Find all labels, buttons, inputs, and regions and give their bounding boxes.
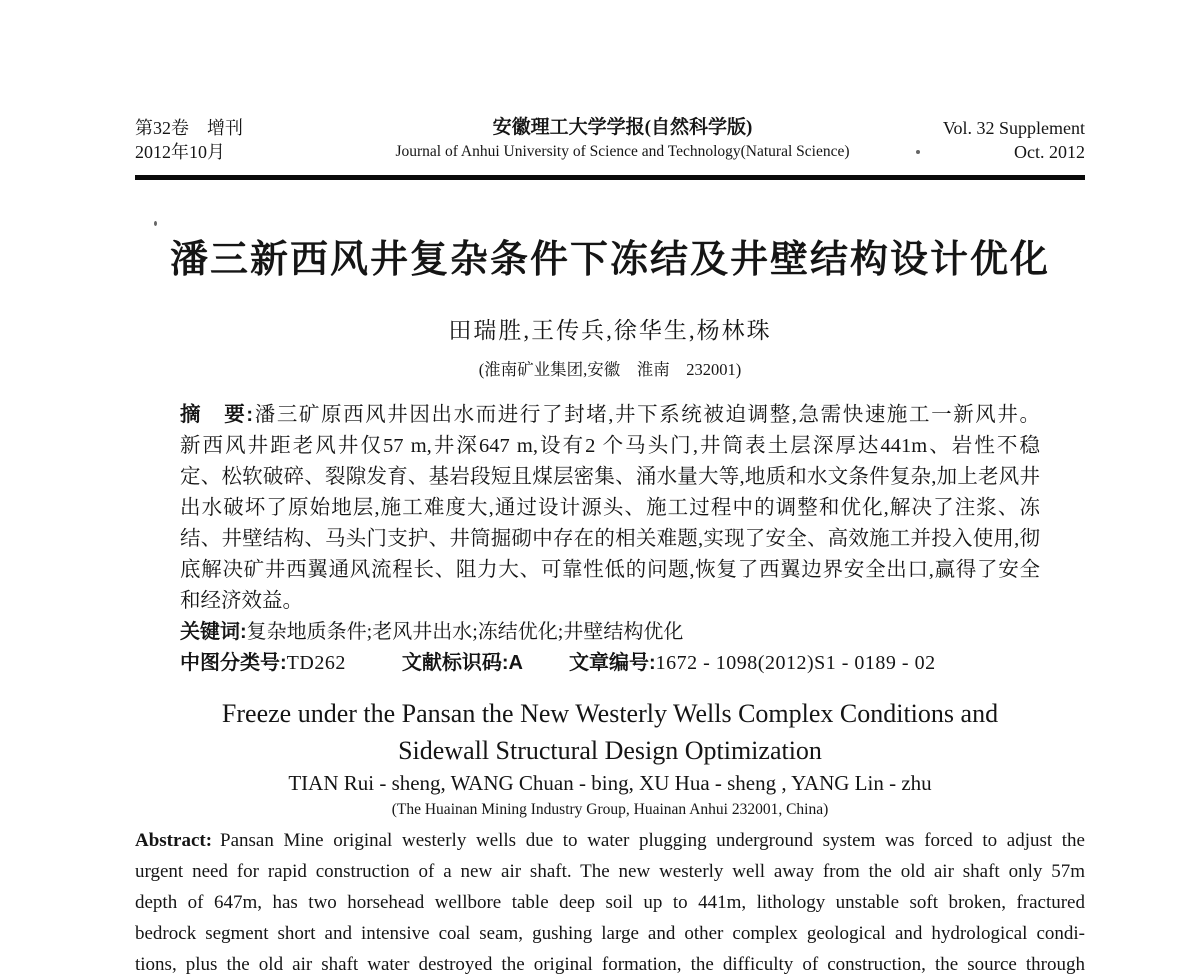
keywords-text: 复杂地质条件;老风井出水;冻结优化;井壁结构优化 bbox=[246, 621, 684, 643]
journal-title-cn: 安徽理工大学学报(自然科学版) bbox=[492, 117, 753, 138]
abstract-cn-line: 底解决矿井西翼通风流程长、阻力大、可靠性低的问题,恢复了西翼边界安全出口,赢得了安全 bbox=[180, 559, 1040, 581]
article-title-en-line2: Sidewall Structural Design Optimization bbox=[398, 736, 822, 765]
date-cn: 2012年10月 bbox=[135, 142, 225, 162]
abstract-cn-line: 定、松软破碎、裂隙发育、基岩段短且煤层密集、涌水量大等,地质和水文条件复杂,加上老风井 bbox=[180, 466, 1040, 488]
affiliation-en: (The Huainan Mining Industry Group, Huainan Anhui 232001, China) bbox=[391, 801, 829, 818]
authors-cn: 田瑞胜,王传兵,徐华生,杨林珠 bbox=[448, 318, 772, 343]
abstract-en-line: tions, plus the old air shaft water destroyed the original formation, the difficulty of construction, the source through bbox=[135, 954, 1085, 975]
journal-header-left bbox=[135, 116, 375, 164]
clc-group bbox=[180, 652, 346, 674]
article-title-cn: 潘三新西风井复杂条件下冻结及井壁结构设计优化 bbox=[169, 239, 1050, 281]
abstract-en-line: bedrock segment short and intensive coal seam, gushing large and other complex geological and hydrological condi- bbox=[135, 923, 1085, 944]
abstract-cn-line: 结、井壁结构、马头门支护、井筒掘砌中存在的相关难题,实现了安全、高效施工并投入使用,彻 bbox=[180, 528, 1040, 550]
journal-header-center bbox=[375, 116, 870, 163]
abstract-label-cn: 摘 要: bbox=[180, 403, 254, 426]
article-title-en-line1: Freeze under the Pansan the New Westerly Wells Complex Conditions and bbox=[221, 699, 999, 728]
abstract-en-line: depth of 647m, has two horsehead wellbore table deep soil up to 441m, lithology unstable soft broken, fractured bbox=[135, 892, 1085, 913]
authors-en: TIAN Rui - sheng, WANG Chuan - bing, XU Hua - sheng , YANG Lin - zhu bbox=[288, 771, 932, 795]
clc-value: TD262 bbox=[286, 652, 346, 674]
scan-speck bbox=[154, 221, 157, 226]
abstract-cn-line: 和经济效益。 bbox=[180, 590, 303, 612]
doc-code-group bbox=[402, 652, 523, 674]
abstract-en bbox=[135, 825, 1085, 980]
abstract-en-line: urgent need for rapid construction of a new air shaft. The new westerly well away from the old air shaft only 57m bbox=[135, 861, 1085, 882]
page bbox=[135, 0, 1085, 980]
classification-row bbox=[180, 648, 1040, 679]
abstract-en-line bbox=[135, 825, 1085, 856]
clc-label: 中图分类号: bbox=[180, 652, 287, 674]
header-rule bbox=[135, 175, 1085, 180]
doc-code-label: 文献标识码: bbox=[401, 652, 509, 674]
abstract-cn-line bbox=[180, 399, 1040, 431]
abstract-cn-line: 新西风井距老风井仅57 m,井深647 m,设有2 个马头门,井筒表土层深厚达441m、岩性不稳 bbox=[180, 435, 1040, 457]
journal-title-en: Journal of Anhui University of Science and Technology(Natural Science) bbox=[395, 143, 850, 160]
article-title-en bbox=[135, 695, 1085, 769]
keywords-label: 关键词: bbox=[180, 621, 247, 643]
scan-speck bbox=[916, 150, 920, 154]
journal-header-right bbox=[870, 116, 1085, 164]
keywords-row bbox=[180, 617, 1040, 648]
abstract-en-text: Pansan Mine original westerly wells due to water plugging underground system was forced to adjust the bbox=[220, 830, 1085, 851]
article-no-value: 1672 - 1098(2012)S1 - 0189 - 02 bbox=[655, 652, 936, 674]
abstract-cn-line: 出水破坏了原始地层,施工难度大,通过设计源头、施工过程中的调整和优化,解决了注浆、冻 bbox=[180, 497, 1040, 519]
date-en: Oct. 2012 bbox=[1014, 142, 1085, 162]
abstract-cn-text: 潘三矿原西风井因出水而进行了封堵,井下系统被迫调整,急需快速施工一新风井。 bbox=[253, 404, 1041, 426]
abstract-label-en: Abstract: bbox=[135, 830, 213, 851]
affiliation-cn: (淮南矿业集团,安徽 淮南 232001) bbox=[478, 360, 742, 379]
journal-header bbox=[135, 116, 1085, 164]
article-no-group bbox=[569, 652, 936, 674]
doc-code-value: A bbox=[508, 652, 523, 674]
abstract-cn bbox=[180, 399, 1040, 617]
article-no-label: 文章编号: bbox=[568, 652, 656, 674]
volume-issue-cn: 第32卷 增刊 bbox=[135, 118, 243, 138]
volume-issue-en: Vol. 32 Supplement bbox=[942, 118, 1085, 138]
